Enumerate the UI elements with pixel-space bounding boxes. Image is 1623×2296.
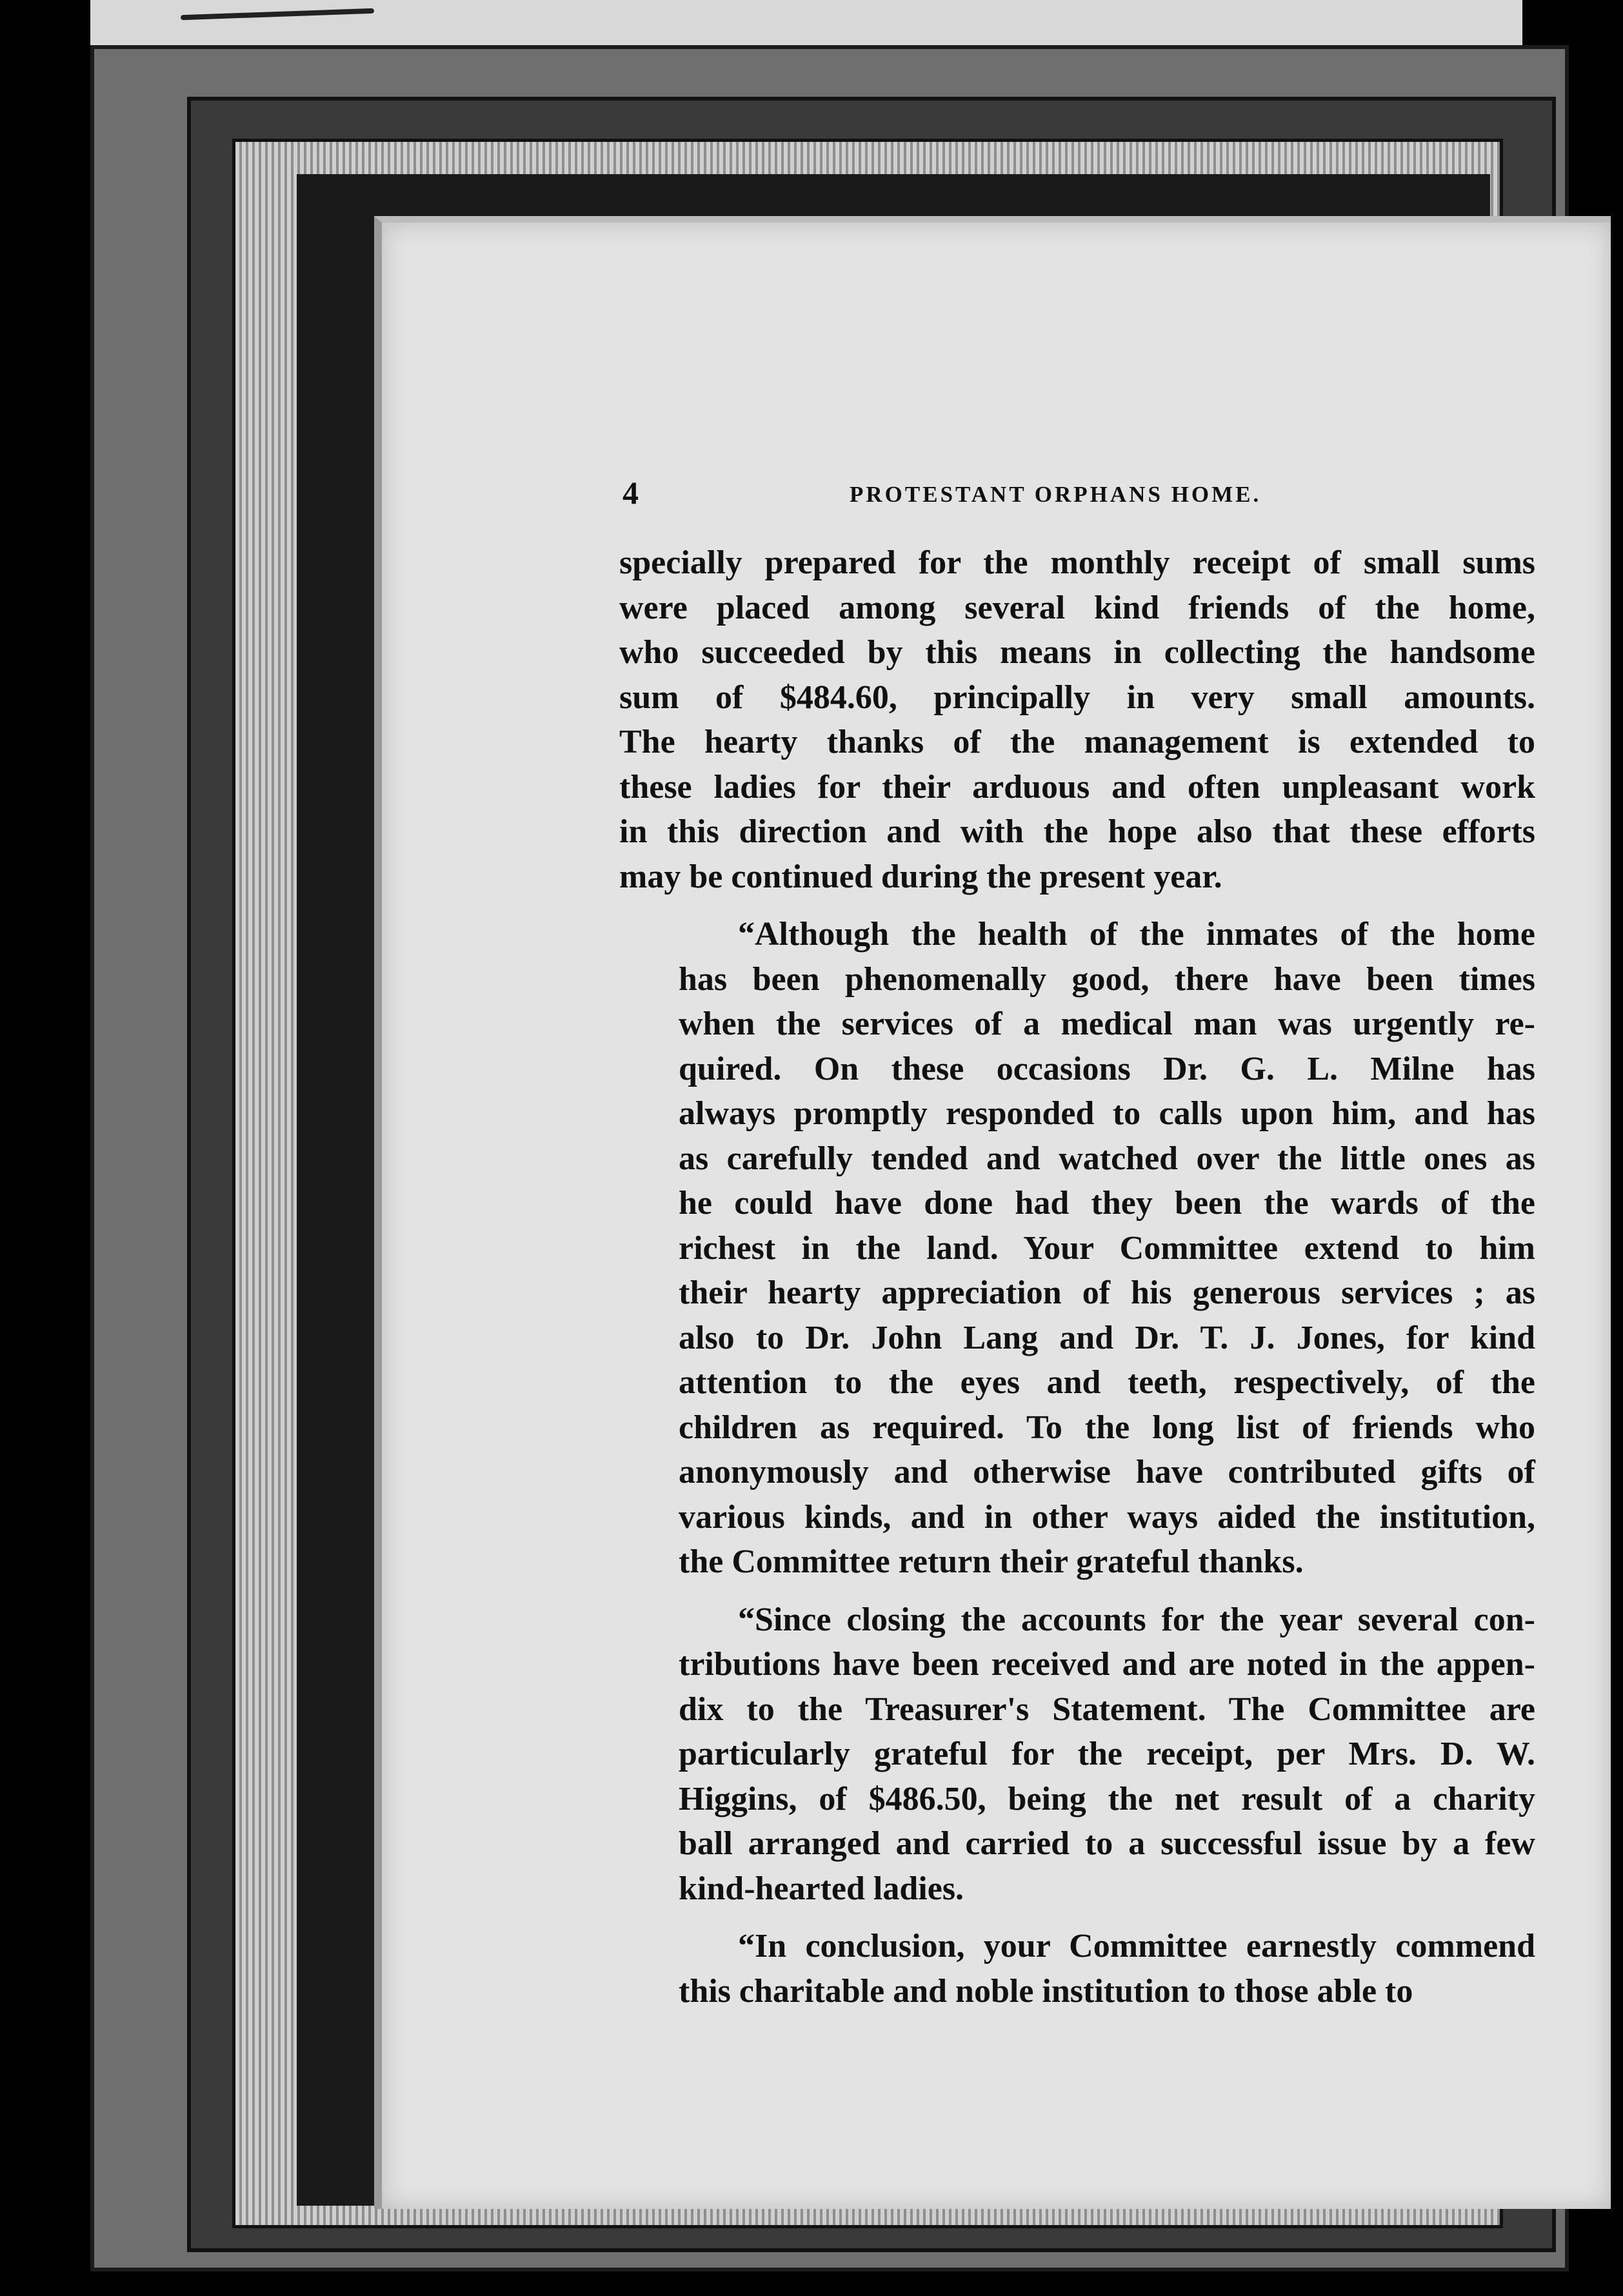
text-line: Higgins, of $486.50, being the net result of a charity xyxy=(679,1780,1535,1817)
text-line: were placed among several kind friends of the home, xyxy=(619,589,1535,626)
text-line: has been phenomenally good, there have been times xyxy=(679,960,1535,998)
text-line: ball arranged and carried to a successful issue by a few xyxy=(679,1825,1535,1862)
text-line: sum of $484.60, principally in very small amounts. xyxy=(619,678,1535,716)
text-line: these ladies for their arduous and often unpleasant work xyxy=(619,768,1535,806)
text-line: children as required. To the long list of friends who xyxy=(679,1409,1535,1446)
paragraph xyxy=(619,540,1535,899)
text-line: richest in the land. Your Committee extend to him xyxy=(679,1229,1535,1267)
paragraph xyxy=(619,912,1535,1585)
text-line: their hearty appreciation of his generous services ; as xyxy=(679,1274,1535,1311)
paragraph xyxy=(619,1598,1535,1912)
text-line: as carefully tended and watched over the little ones as xyxy=(679,1140,1535,1177)
text-line: “Although the health of the inmates of the home xyxy=(738,916,1535,953)
text-line: who succeeded by this means in collecting the handsome xyxy=(619,634,1535,671)
text-line: various kinds, and in other ways aided the institution, xyxy=(679,1498,1535,1536)
page-number: 4 xyxy=(622,475,639,511)
top-paper-strip xyxy=(90,0,1522,48)
text-line: also to Dr. John Lang and Dr. T. J. Jones, for kind xyxy=(679,1319,1535,1356)
text-line: attention to the eyes and teeth, respectively, of the xyxy=(679,1364,1535,1401)
text-line: this charitable and noble institution to those able to xyxy=(679,1972,1413,2010)
text-line: dix to the Treasurer's Statement. The Committee are xyxy=(679,1690,1535,1728)
text-line: the Committee return their grateful thanks. xyxy=(679,1543,1304,1580)
text-line: The hearty thanks of the management is extended to xyxy=(619,724,1535,760)
text-line: particularly grateful for the receipt, per Mrs. D. W. xyxy=(679,1736,1535,1772)
running-title: PROTESTANT ORPHANS HOME. xyxy=(850,482,1262,507)
body-text xyxy=(619,540,1535,2026)
text-line: quired. On these occasions Dr. G. L. Milne has xyxy=(679,1050,1535,1087)
text-line: may be continued during the present year. xyxy=(619,858,1222,895)
text-line: anonymously and otherwise have contributed gifts of xyxy=(679,1454,1535,1490)
text-line: always promptly responded to calls upon him, and has xyxy=(679,1095,1535,1132)
running-header xyxy=(622,474,1313,526)
text-line: he could have done had they been the wards of the xyxy=(679,1185,1535,1222)
text-line: kind-hearted ladies. xyxy=(679,1870,964,1907)
text-line: “Since closing the accounts for the year several con- xyxy=(738,1601,1535,1638)
text-line: when the services of a medical man was urgently re- xyxy=(679,1005,1535,1042)
paragraph xyxy=(619,1924,1535,2014)
text-line: specially prepared for the monthly receipt of small sums xyxy=(619,544,1535,581)
text-line: tributions have been received and are noted in the appen- xyxy=(679,1646,1535,1683)
text-line: “In conclusion, your Committee earnestly commend xyxy=(738,1928,1535,1964)
text-line: in this direction and with the hope also that these efforts xyxy=(619,813,1535,850)
